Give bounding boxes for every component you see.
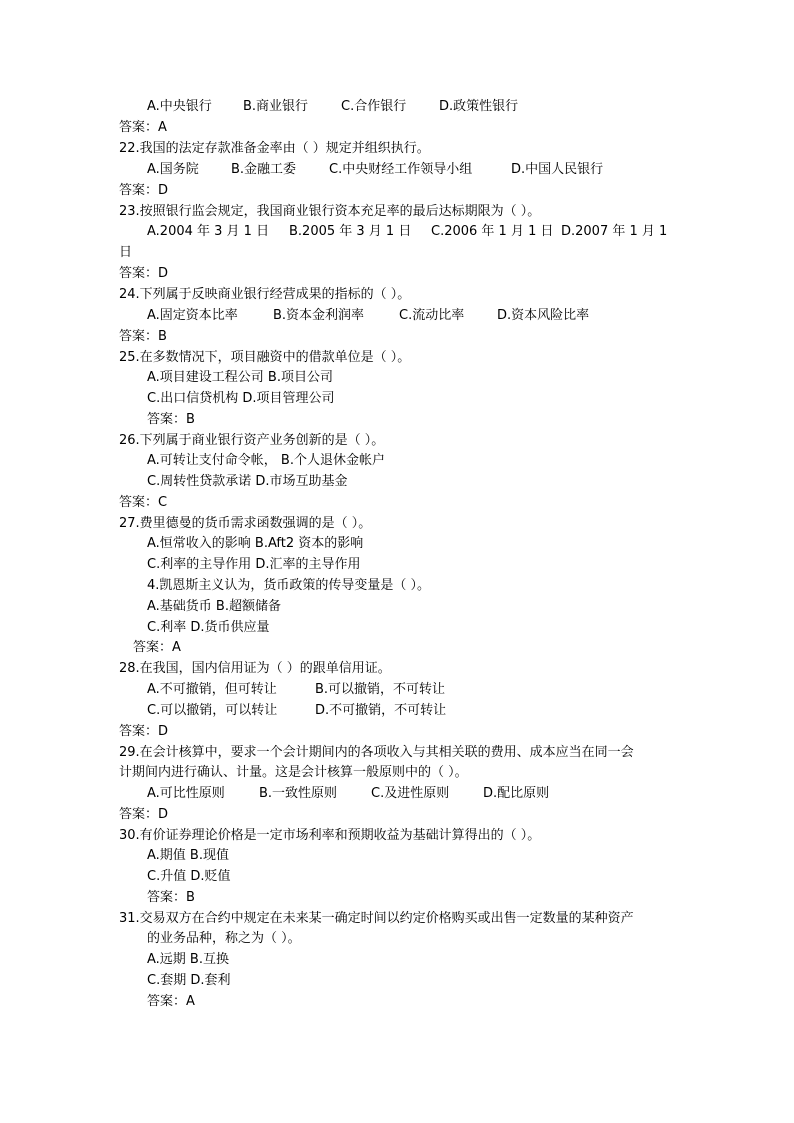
q28-options-row2 bbox=[147, 701, 446, 721]
q27-answer: 答案：A bbox=[133, 640, 181, 655]
q24-option-c: C.流动比率 bbox=[399, 308, 465, 323]
q25-options-line1: A.项目建设工程公司 B.项目公司 bbox=[147, 370, 333, 385]
q22-option-c: C.中央财经工作领导小组 bbox=[329, 162, 473, 177]
q23-option-a: A.2004 年 3 月 1 日 bbox=[147, 224, 270, 239]
q21-answer: 答案：A bbox=[119, 120, 167, 135]
q27-options-line4: A.基础货币 B.超额储备 bbox=[147, 599, 281, 614]
q28-option-c: C.可以撤销，可以转让 bbox=[147, 703, 278, 718]
q27-options-line1: A.恒常收入的影响 B.Aft2 资本的影响 bbox=[147, 536, 364, 551]
q24-option-a: A.固定资本比率 bbox=[147, 308, 238, 323]
q28-option-a: A.不可撤销，但可转让 bbox=[147, 682, 277, 697]
q26-options-line2: C.周转性贷款承诺 D.市场互助基金 bbox=[147, 474, 348, 489]
q22-stem: 22.我国的法定存款准备金率由（ ）规定并组织执行。 bbox=[119, 141, 430, 156]
q30-answer: 答案：B bbox=[147, 890, 195, 905]
q25-answer: 答案：B bbox=[147, 412, 195, 427]
q22-option-d: D.中国人民银行 bbox=[511, 162, 604, 177]
q24-stem: 24.下列属于反映商业银行经营成果的指标的（ ）。 bbox=[119, 287, 411, 302]
q26-answer: 答案：C bbox=[119, 495, 168, 510]
q21-option-d: D.政策性银行 bbox=[439, 99, 519, 114]
q23-option-d: D.2007 年 1 月 1 bbox=[561, 224, 668, 239]
q28-option-b: B.可以撤销，不可转让 bbox=[315, 682, 446, 697]
q31-options-line2: C.套期 D.套利 bbox=[147, 973, 231, 988]
q26-stem: 26.下列属于商业银行资产业务创新的是（ ）。 bbox=[119, 433, 385, 448]
q28-options-row1 bbox=[147, 680, 445, 700]
q21-option-a: A.中央银行 bbox=[147, 99, 212, 114]
q29-options bbox=[147, 784, 549, 804]
q28-stem: 28.在我国，国内信用证为（ ）的跟单信用证。 bbox=[119, 661, 391, 676]
q29-answer: 答案：D bbox=[119, 807, 169, 822]
q22-answer: 答案：D bbox=[119, 183, 169, 198]
q24-option-b: B.资本金利润率 bbox=[273, 308, 365, 323]
q22-options bbox=[147, 160, 603, 180]
q29-option-c: C.及进性原则 bbox=[371, 786, 450, 801]
q31-stem-line2: 的业务品种，称之为（ ）。 bbox=[147, 931, 301, 946]
q23-option-c: C.2006 年 1 月 1 日 bbox=[431, 224, 554, 239]
q28-answer: 答案：D bbox=[119, 724, 169, 739]
q27-subquestion: 4.凯恩斯主义认为，货币政策的传导变量是（ ）。 bbox=[147, 578, 431, 593]
q29-option-d: D.配比原则 bbox=[483, 786, 550, 801]
q27-options-line2: C.利率的主导作用 D.汇率的主导作用 bbox=[147, 557, 361, 572]
q28-option-d: D.不可撤销，不可转让 bbox=[315, 703, 447, 718]
q24-answer: 答案：B bbox=[119, 329, 167, 344]
q27-stem: 27.费里德曼的货币需求函数强调的是（ ）。 bbox=[119, 516, 372, 531]
q31-answer: 答案：A bbox=[147, 994, 195, 1009]
q24-options bbox=[147, 306, 589, 326]
q29-stem-line1: 29.在会计核算中，要求一个会计期间内的各项收入与其相关联的费用、成本应当在同一会 bbox=[119, 745, 634, 760]
q23-answer: 答案：D bbox=[119, 266, 169, 281]
q29-option-a: A.可比性原则 bbox=[147, 786, 225, 801]
q24-option-d: D.资本风险比率 bbox=[497, 308, 590, 323]
q29-stem-line2: 计期间内进行确认、计量。这是会计核算一般原则中的（ ）。 bbox=[119, 765, 468, 780]
q22-option-b: B.金融工委 bbox=[231, 162, 297, 177]
q30-options-line1: A.期值 B.现值 bbox=[147, 848, 229, 863]
q23-options bbox=[147, 222, 667, 242]
q26-options-line1: A.可转让支付命令帐， B.个人退休金帐户 bbox=[147, 453, 385, 468]
q23-option-d-continued: 日 bbox=[119, 245, 133, 260]
q30-options-line2: C.升值 D.贬值 bbox=[147, 869, 231, 884]
q29-option-b: B.一致性原则 bbox=[259, 786, 338, 801]
q22-option-a: A.国务院 bbox=[147, 162, 199, 177]
q23-stem: 23.按照银行监会规定，我国商业银行资本充足率的最后达标期限为（ ）。 bbox=[119, 204, 541, 219]
q31-options-line1: A.远期 B.互换 bbox=[147, 952, 229, 967]
q31-stem-line1: 31.交易双方在合约中规定在未来某一确定时间以约定价格购买或出售一定数量的某种资产 bbox=[119, 911, 634, 926]
q25-stem: 25.在多数情况下，项目融资中的借款单位是（ ）。 bbox=[119, 350, 411, 365]
q21-option-c: C.合作银行 bbox=[341, 99, 407, 114]
q25-options-line2: C.出口信贷机构 D.项目管理公司 bbox=[147, 391, 335, 406]
q21-option-b: B.商业银行 bbox=[243, 99, 309, 114]
q30-stem: 30.有价证券理论价格是一定市场利率和预期收益为基础计算得出的（ ）。 bbox=[119, 828, 541, 843]
q23-option-b: B.2005 年 3 月 1 日 bbox=[289, 224, 412, 239]
q21-options bbox=[147, 97, 518, 117]
q27-options-line5: C.利率 D.货币供应量 bbox=[147, 620, 270, 635]
